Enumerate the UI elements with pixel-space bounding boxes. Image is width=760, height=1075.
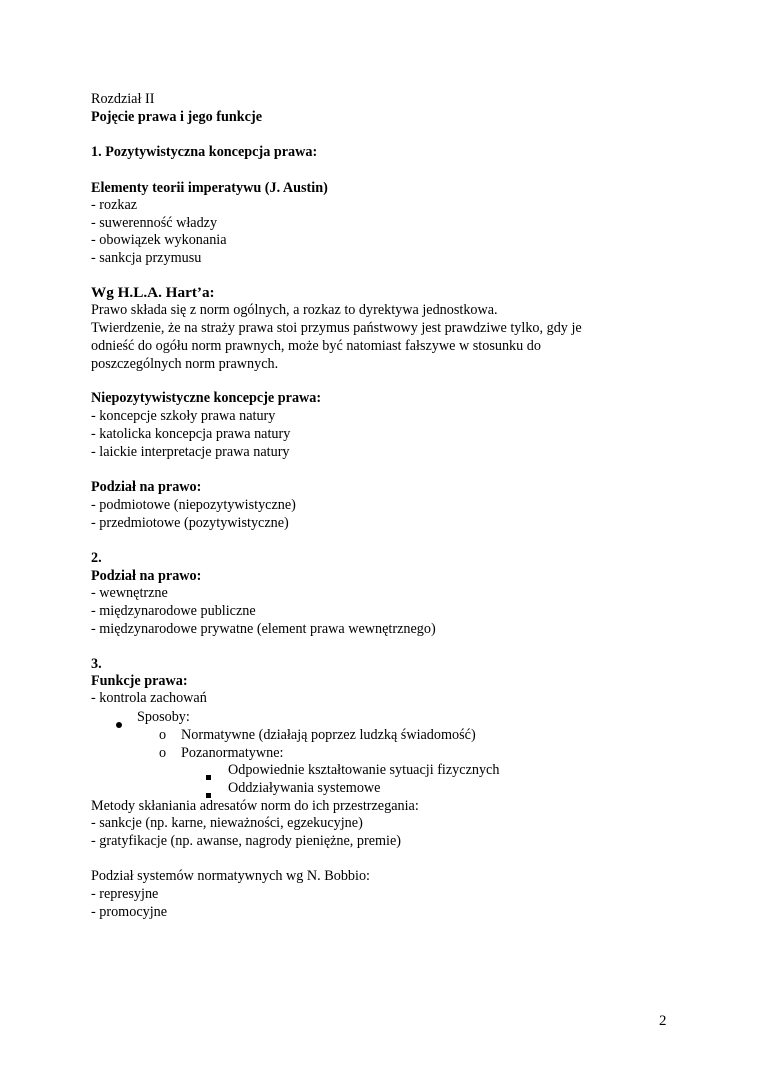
circle-bullet-icon: o	[159, 727, 167, 743]
list-item: - obowiązek wykonania	[91, 232, 227, 248]
hart-heading: Wg H.L.A. Hart’a:	[91, 284, 215, 301]
control-item: - kontrola zachowań	[91, 690, 207, 706]
square-bullet-icon	[206, 768, 211, 785]
bobbio-intro: Podział systemów normatywnych wg N. Bobbio:	[91, 868, 370, 884]
imperative-heading: Elementy teorii imperatywu (J. Austin)	[91, 180, 328, 196]
list-item: - sankcja przymusu	[91, 250, 202, 266]
paragraph-line: poszczególnych norm prawnych.	[91, 356, 279, 372]
methods-intro: Metody skłaniania adresatów norm do ich przestrzegania:	[91, 798, 419, 814]
section2-heading: Podział na prawo:	[91, 568, 202, 584]
list-item: - laickie interpretacje prawa natury	[91, 444, 290, 460]
list-item: - podmiotowe (niepozytywistyczne)	[91, 497, 296, 513]
list-item: - gratyfikacje (np. awanse, nagrody pieniężne, premie)	[91, 833, 402, 849]
section1-heading: 1. Pozytywistyczna koncepcja prawa:	[91, 144, 318, 160]
ways-label: Sposoby:	[137, 709, 190, 725]
sub-ways-item: Odpowiednie kształtowanie sytuacji fizycznych	[228, 762, 500, 778]
section3-heading: Funkcje prawa:	[91, 673, 188, 689]
ways-item: Normatywne (działają poprzez ludzką świadomość)	[181, 727, 476, 743]
list-item: - sankcje (np. karne, nieważności, egzekucyjne)	[91, 815, 363, 831]
paragraph-line: Twierdzenie, że na straży prawa stoi przymus państwowy jest prawdziwe tylko, gdy je	[91, 320, 582, 336]
section3-number: 3.	[91, 656, 102, 672]
list-item: - suwerenność władzy	[91, 215, 218, 231]
chapter-label: Rozdział II	[91, 91, 155, 107]
page-number: 2	[659, 1013, 667, 1029]
ways-item: Pozanormatywne:	[181, 745, 284, 761]
list-item: - wewnętrzne	[91, 585, 168, 601]
section2-number: 2.	[91, 550, 102, 566]
list-item: - przedmiotowe (pozytywistyczne)	[91, 515, 289, 531]
paragraph-line: odnieść do ogółu norm prawnych, może być natomiast fałszywe w stosunku do	[91, 338, 541, 354]
division-heading: Podział na prawo:	[91, 479, 202, 495]
sub-ways-item: Oddziaływania systemowe	[228, 780, 381, 796]
list-item: - międzynarodowe prywatne (element prawa wewnętrznego)	[91, 621, 436, 637]
list-item: - koncepcje szkoły prawa natury	[91, 408, 276, 424]
list-item: - rozkaz	[91, 197, 138, 213]
nonpositivist-heading: Niepozytywistyczne koncepcje prawa:	[91, 390, 322, 406]
list-item: - promocyjne	[91, 904, 168, 920]
bullet-dot-icon	[116, 716, 122, 733]
paragraph-line: Prawo składa się z norm ogólnych, a rozkaz to dyrektywa jednostkowa.	[91, 302, 498, 318]
circle-bullet-icon: o	[159, 745, 167, 761]
list-item: - międzynarodowe publiczne	[91, 603, 256, 619]
list-item: - katolicka koncepcja prawa natury	[91, 426, 291, 442]
chapter-title: Pojęcie prawa i jego funkcje	[91, 109, 262, 125]
list-item: - represyjne	[91, 886, 159, 902]
